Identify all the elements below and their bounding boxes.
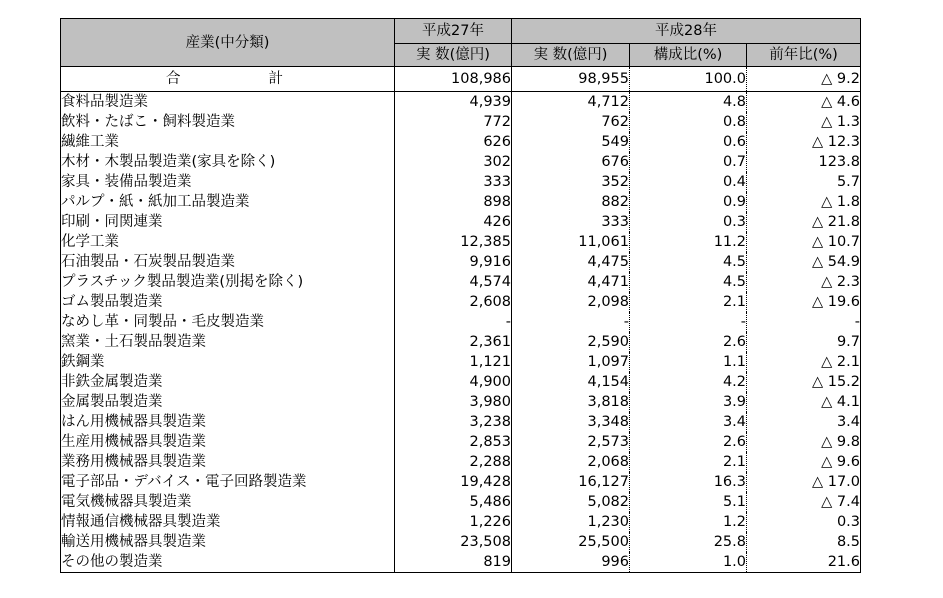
yoy-ratio: △ 21.8 xyxy=(747,212,861,232)
industry-name: なめし革・同製品・毛皮製造業 xyxy=(61,312,395,332)
table-row xyxy=(61,252,861,272)
table-row xyxy=(61,392,861,412)
industry-name: 業務用機械器具製造業 xyxy=(61,452,395,472)
industry-name: 家具・装備品製造業 xyxy=(61,172,395,192)
industry-name: 生産用機械器具製造業 xyxy=(61,432,395,452)
value-2016: 882 xyxy=(512,192,630,212)
value-2015: 9,916 xyxy=(395,252,512,272)
value-2015: 2,853 xyxy=(395,432,512,452)
value-2016: 4,471 xyxy=(512,272,630,292)
value-2015: - xyxy=(395,312,512,332)
yoy-ratio: △ 12.3 xyxy=(747,132,861,152)
industry-name: 化学工業 xyxy=(61,232,395,252)
table-row xyxy=(61,352,861,372)
composition-ratio: 0.7 xyxy=(630,152,747,172)
table-row xyxy=(61,172,861,192)
total-v2: 98,955 xyxy=(512,67,630,92)
industry-name: 非鉄金属製造業 xyxy=(61,372,395,392)
table-row xyxy=(61,92,861,113)
yoy-ratio: △ 15.2 xyxy=(747,372,861,392)
value-2015: 4,939 xyxy=(395,92,512,113)
industry-name: 印刷・同関連業 xyxy=(61,212,395,232)
yoy-ratio: △ 9.6 xyxy=(747,452,861,472)
value-2016: 1,230 xyxy=(512,512,630,532)
industry-name: パルプ・紙・紙加工品製造業 xyxy=(61,192,395,212)
total-yoy: △ 9.2 xyxy=(747,67,861,92)
table-row xyxy=(61,472,861,492)
yoy-ratio: △ 19.6 xyxy=(747,292,861,312)
table-row xyxy=(61,292,861,312)
value-2015: 19,428 xyxy=(395,472,512,492)
industry-name: 繊維工業 xyxy=(61,132,395,152)
total-ratio: 100.0 xyxy=(630,67,747,92)
col-actual-2015: 実 数(億円) xyxy=(395,44,512,67)
value-2016: 996 xyxy=(512,552,630,573)
value-2016: 5,082 xyxy=(512,492,630,512)
year2-header: 平成28年 xyxy=(512,19,861,44)
yoy-ratio: △ 9.8 xyxy=(747,432,861,452)
industry-name: 輸送用機械器具製造業 xyxy=(61,532,395,552)
yoy-ratio: - xyxy=(747,312,861,332)
composition-ratio: 0.8 xyxy=(630,112,747,132)
composition-ratio: 2.1 xyxy=(630,292,747,312)
table-row xyxy=(61,412,861,432)
composition-ratio: 1.1 xyxy=(630,352,747,372)
composition-ratio: 2.6 xyxy=(630,432,747,452)
table-row xyxy=(61,372,861,392)
composition-ratio: 3.9 xyxy=(630,392,747,412)
industry-name: 情報通信機械器具製造業 xyxy=(61,512,395,532)
yoy-ratio: △ 1.3 xyxy=(747,112,861,132)
value-2016: 2,068 xyxy=(512,452,630,472)
composition-ratio: 4.2 xyxy=(630,372,747,392)
value-2015: 3,980 xyxy=(395,392,512,412)
value-2016: 25,500 xyxy=(512,532,630,552)
total-v1: 108,986 xyxy=(395,67,512,92)
value-2016: - xyxy=(512,312,630,332)
composition-ratio: 5.1 xyxy=(630,492,747,512)
industry-name: プラスチック製品製造業(別掲を除く) xyxy=(61,272,395,292)
table-row xyxy=(61,212,861,232)
yoy-ratio: 123.8 xyxy=(747,152,861,172)
table-row xyxy=(61,132,861,152)
table-row xyxy=(61,452,861,472)
col-actual-2016: 実 数(億円) xyxy=(512,44,630,67)
yoy-ratio: 21.6 xyxy=(747,552,861,573)
value-2015: 4,900 xyxy=(395,372,512,392)
value-2016: 549 xyxy=(512,132,630,152)
yoy-ratio: △ 4.6 xyxy=(747,92,861,113)
composition-ratio: 11.2 xyxy=(630,232,747,252)
value-2016: 1,097 xyxy=(512,352,630,372)
composition-ratio: 25.8 xyxy=(630,532,747,552)
table-row xyxy=(61,312,861,332)
industry-name: はん用機械器具製造業 xyxy=(61,412,395,432)
value-2015: 2,288 xyxy=(395,452,512,472)
yoy-ratio: △ 4.1 xyxy=(747,392,861,412)
table-row xyxy=(61,512,861,532)
value-2016: 762 xyxy=(512,112,630,132)
industry-name: 食料品製造業 xyxy=(61,92,395,113)
value-2016: 4,154 xyxy=(512,372,630,392)
total-row xyxy=(61,67,861,92)
value-2015: 819 xyxy=(395,552,512,573)
industry-header: 産業(中分類) xyxy=(61,19,395,67)
value-2015: 2,361 xyxy=(395,332,512,352)
value-2016: 3,348 xyxy=(512,412,630,432)
table-row xyxy=(61,272,861,292)
table-row xyxy=(61,112,861,132)
yoy-ratio: △ 1.8 xyxy=(747,192,861,212)
yoy-ratio: △ 7.4 xyxy=(747,492,861,512)
value-2016: 4,475 xyxy=(512,252,630,272)
industry-name: その他の製造業 xyxy=(61,552,395,573)
value-2015: 3,238 xyxy=(395,412,512,432)
composition-ratio: 16.3 xyxy=(630,472,747,492)
col-composition: 構成比(%) xyxy=(630,44,747,67)
table-row xyxy=(61,552,861,573)
industry-name: 石油製品・石炭製品製造業 xyxy=(61,252,395,272)
value-2016: 16,127 xyxy=(512,472,630,492)
yoy-ratio: 8.5 xyxy=(747,532,861,552)
composition-ratio: 1.2 xyxy=(630,512,747,532)
value-2016: 2,590 xyxy=(512,332,630,352)
value-2015: 12,385 xyxy=(395,232,512,252)
value-2015: 1,226 xyxy=(395,512,512,532)
value-2016: 2,098 xyxy=(512,292,630,312)
year1-header: 平成27年 xyxy=(395,19,512,44)
table-row xyxy=(61,152,861,172)
composition-ratio: 3.4 xyxy=(630,412,747,432)
industry-name: 飲料・たばこ・飼料製造業 xyxy=(61,112,395,132)
value-2015: 2,608 xyxy=(395,292,512,312)
yoy-ratio: 3.4 xyxy=(747,412,861,432)
yoy-ratio: 5.7 xyxy=(747,172,861,192)
yoy-ratio: 9.7 xyxy=(747,332,861,352)
value-2016: 333 xyxy=(512,212,630,232)
value-2016: 352 xyxy=(512,172,630,192)
value-2015: 772 xyxy=(395,112,512,132)
composition-ratio: 2.1 xyxy=(630,452,747,472)
industry-table xyxy=(60,18,861,573)
industry-name: 電気機械器具製造業 xyxy=(61,492,395,512)
yoy-ratio: △ 54.9 xyxy=(747,252,861,272)
value-2016: 2,573 xyxy=(512,432,630,452)
table-row xyxy=(61,332,861,352)
value-2016: 4,712 xyxy=(512,92,630,113)
value-2015: 5,486 xyxy=(395,492,512,512)
value-2015: 23,508 xyxy=(395,532,512,552)
yoy-ratio: △ 10.7 xyxy=(747,232,861,252)
industry-name: ゴム製品製造業 xyxy=(61,292,395,312)
value-2016: 3,818 xyxy=(512,392,630,412)
composition-ratio: 4.5 xyxy=(630,252,747,272)
value-2016: 11,061 xyxy=(512,232,630,252)
industry-name: 木材・木製品製造業(家具を除く) xyxy=(61,152,395,172)
col-yoy: 前年比(%) xyxy=(747,44,861,67)
composition-ratio: 4.5 xyxy=(630,272,747,292)
table-row xyxy=(61,192,861,212)
composition-ratio: 0.9 xyxy=(630,192,747,212)
industry-name: 金属製品製造業 xyxy=(61,392,395,412)
value-2015: 4,574 xyxy=(395,272,512,292)
yoy-ratio: △ 17.0 xyxy=(747,472,861,492)
composition-ratio: 0.3 xyxy=(630,212,747,232)
table-row xyxy=(61,232,861,252)
composition-ratio: - xyxy=(630,312,747,332)
table-row xyxy=(61,432,861,452)
industry-name: 鉄鋼業 xyxy=(61,352,395,372)
value-2015: 1,121 xyxy=(395,352,512,372)
table-row xyxy=(61,532,861,552)
industry-name: 電子部品・デバイス・電子回路製造業 xyxy=(61,472,395,492)
composition-ratio: 2.6 xyxy=(630,332,747,352)
total-label: 合 計 xyxy=(61,67,395,92)
composition-ratio: 4.8 xyxy=(630,92,747,113)
composition-ratio: 0.6 xyxy=(630,132,747,152)
value-2015: 898 xyxy=(395,192,512,212)
value-2015: 302 xyxy=(395,152,512,172)
value-2015: 426 xyxy=(395,212,512,232)
yoy-ratio: △ 2.3 xyxy=(747,272,861,292)
industry-name: 窯業・土石製品製造業 xyxy=(61,332,395,352)
yoy-ratio: 0.3 xyxy=(747,512,861,532)
composition-ratio: 0.4 xyxy=(630,172,747,192)
value-2015: 333 xyxy=(395,172,512,192)
yoy-ratio: △ 2.1 xyxy=(747,352,861,372)
value-2015: 626 xyxy=(395,132,512,152)
composition-ratio: 1.0 xyxy=(630,552,747,573)
value-2016: 676 xyxy=(512,152,630,172)
table-row xyxy=(61,492,861,512)
